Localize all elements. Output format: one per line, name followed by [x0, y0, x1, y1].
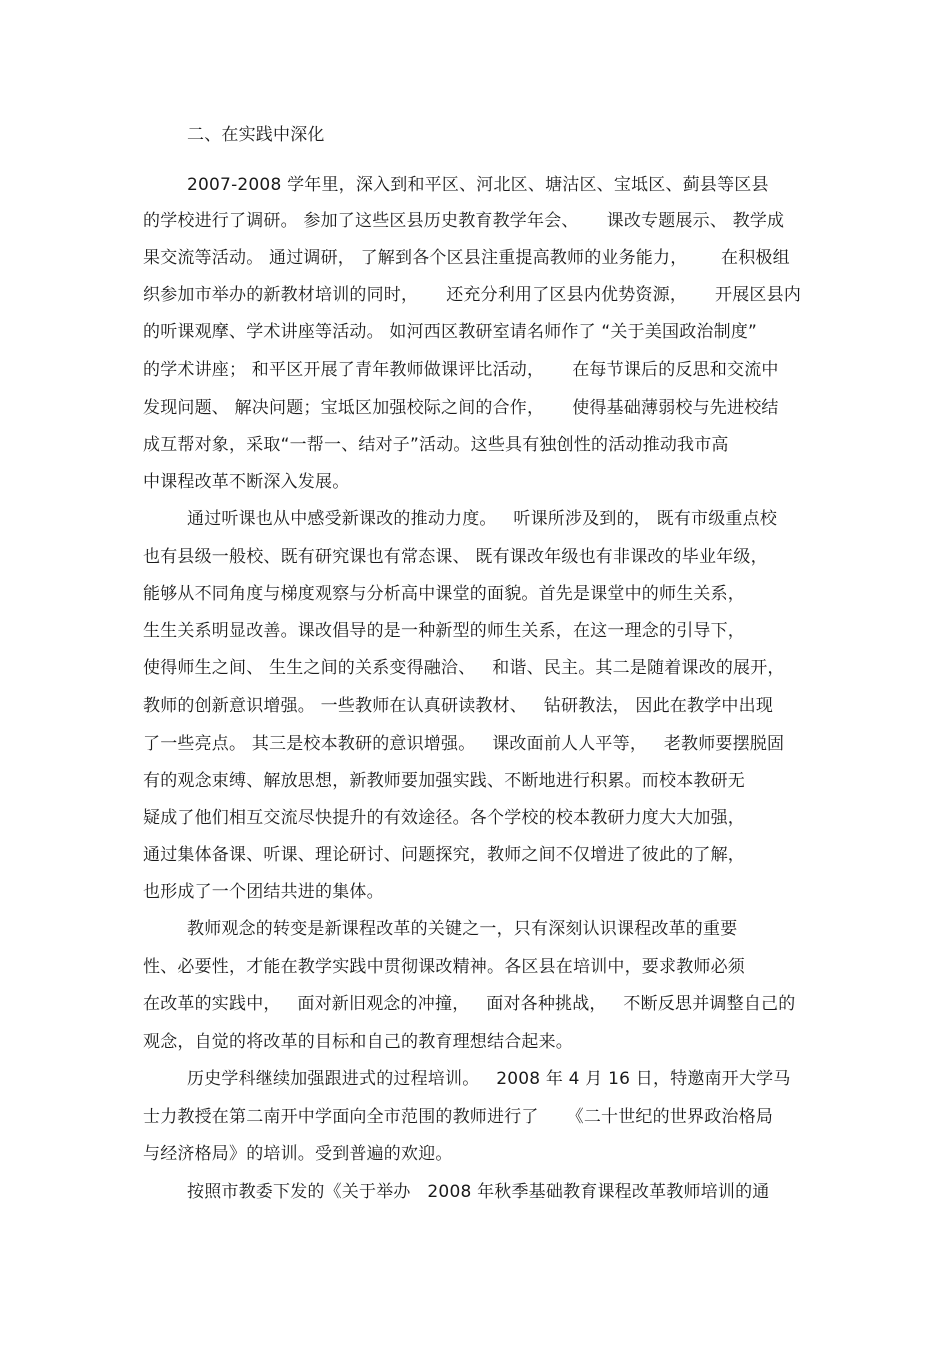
- text-line: 教师观念的转变是新课程改革的关键之一，只有深刻认识课程改革的重要: [187, 919, 738, 939]
- text-line: 通过集体备课、听课、理论研讨、问题探究，教师之间不仅增进了彼此的了解，: [143, 845, 745, 865]
- text-line: 成互帮对象，采取“一帮一、结对子”活动。这些具有独创性的活动推动我市高: [143, 435, 729, 455]
- text-line: 性、必要性，才能在教学实践中贯彻课改精神。各区县在培训中，要求教师必须: [143, 957, 745, 977]
- text-line: 的学校进行了调研。 参加了这些区县历史教育教学年会、 课改专题展示、 教学成: [143, 211, 785, 231]
- text-line: 通过听课也从中感受新课改的推动力度。 听课所涉及到的， 既有市级重点校: [187, 509, 778, 529]
- text-line: 果交流等活动。 通过调研， 了解到各个区县注重提高教师的业务能力， 在积极组: [143, 248, 790, 268]
- text-line: 的听课观摩、学术讲座等活动。 如河西区教研室请名师作了 “关于美国政治制度”: [143, 322, 758, 342]
- text-line: 疑成了他们相互交流尽快提升的有效途径。各个学校的校本教研力度大大加强，: [143, 808, 745, 828]
- section-heading: 二、在实践中深化: [187, 125, 325, 145]
- text-line: 2007-2008 学年里，深入到和平区、河北区、塘沽区、宝坻区、蓟县等区县: [187, 175, 769, 195]
- text-line: 织参加市举办的新教材培训的同时， 还充分利用了区县内优势资源， 开展区县内: [143, 285, 802, 305]
- text-line: 有的观念束缚、解放思想，新教师要加强实践、不断地进行积累。而校本教研无: [143, 771, 745, 791]
- text-line: 历史学科继续加强跟进式的过程培训。 2008 年 4 月 16 日，特邀南开大学马: [187, 1069, 791, 1089]
- text-line: 教师的创新意识增强。 一些教师在认真研读教材、 钻研教法， 因此在教学中出现: [143, 696, 774, 716]
- text-line: 了一些亮点。 其三是校本教研的意识增强。 课改面前人人平等， 老教师要摆脱固: [143, 734, 785, 754]
- text-line: 生生关系明显改善。课改倡导的是一种新型的师生关系，在这一理念的引导下，: [143, 621, 745, 641]
- text-line: 也有县级一般校、既有研究课也有常态课、 既有课改年级也有非课改的毕业年级，: [143, 547, 768, 567]
- text-line: 士力教授在第二南开中学面向全市范围的教师进行了 《二十世纪的世界政治格局: [143, 1107, 774, 1127]
- text-line: 发现问题、 解决问题；宝坻区加强校际之间的合作， 使得基础薄弱校与先进校结: [143, 398, 779, 418]
- text-line: 在改革的实践中， 面对新旧观念的冲撞， 面对各种挑战， 不断反思并调整自己的: [143, 994, 796, 1014]
- text-line: 观念，自觉的将改革的目标和自己的教育理想结合起来。: [143, 1032, 573, 1052]
- text-line: 与经济格局》的培训。受到普遍的欢迎。: [143, 1144, 453, 1164]
- text-line: 也形成了一个团结共进的集体。: [143, 882, 384, 902]
- text-line: 能够从不同角度与梯度观察与分析高中课堂的面貌。首先是课堂中的师生关系，: [143, 584, 745, 604]
- text-line: 的学术讲座； 和平区开展了青年教师做课评比活动， 在每节课后的反思和交流中: [143, 360, 779, 380]
- text-line: 使得师生之间、 生生之间的关系变得融洽、 和谐、民主。其二是随着课改的展开，: [143, 658, 785, 678]
- text-line: 按照市教委下发的《关于举办 2008 年秋季基础教育课程改革教师培训的通: [187, 1182, 770, 1202]
- text-line: 中课程改革不断深入发展。: [143, 472, 350, 492]
